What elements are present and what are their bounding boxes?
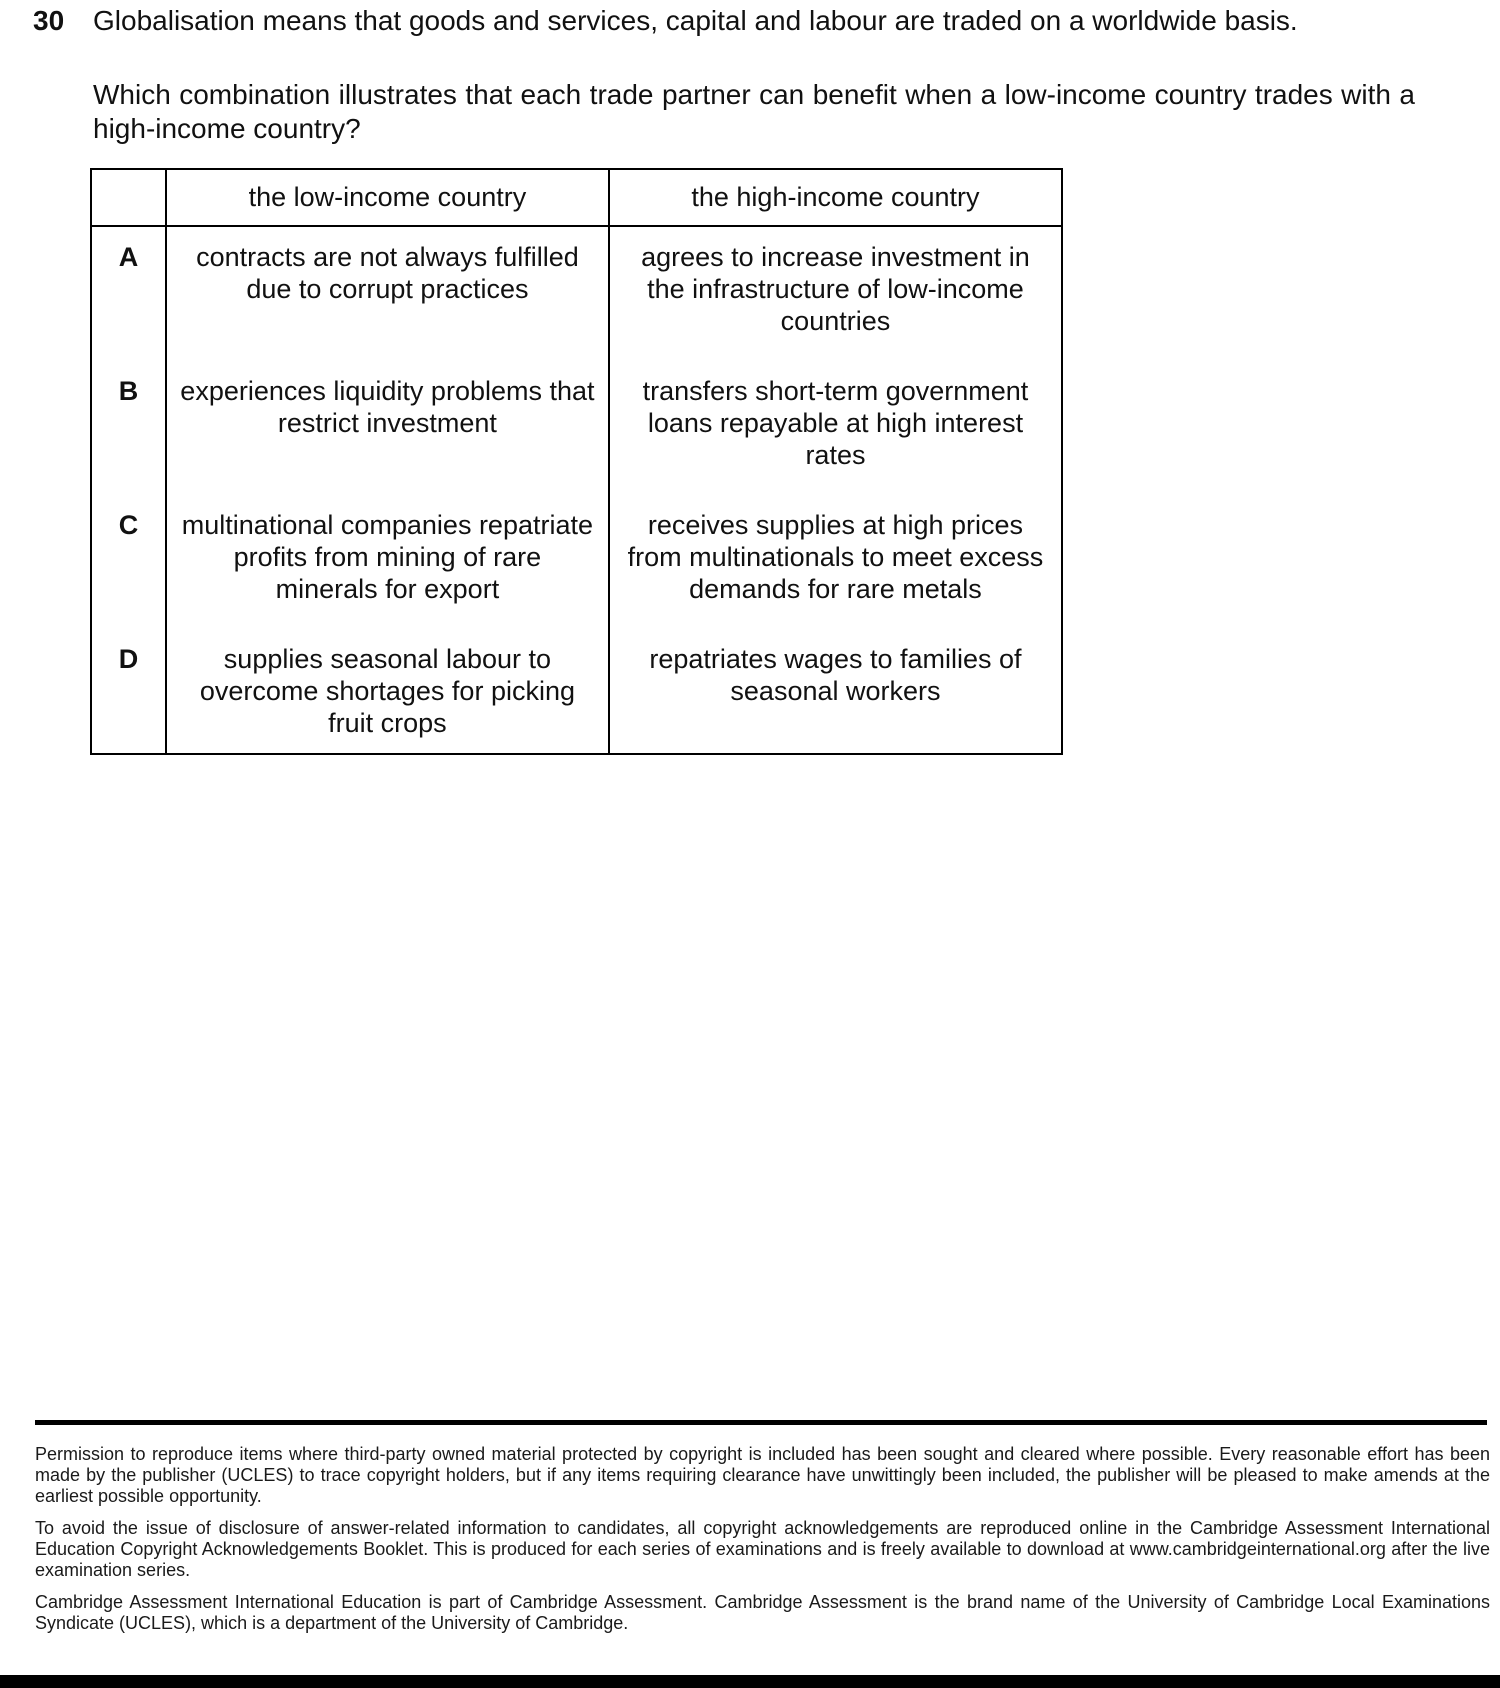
option-label-b: B [118,376,139,406]
option-c-low-income-cell: multinational companies repatriate profits from mining of rare minerals for export [166,495,609,629]
option-row-a [91,226,1062,361]
question-prompt: Which combination illustrates that each trade partner can benefit when a low-income country trades with a high-income country? [93,79,1415,144]
question-block [33,4,1423,146]
option-d-high-income-cell: repatriates wages to families of seasonal workers [609,629,1062,754]
table-header-row [91,169,1062,226]
cambridge-note: Cambridge Assessment International Education is part of Cambridge Assessment. Cambridge Assessment is the brand name of the University of Cambridge Local Examinations Syndicate (UCLES), which is a department of the University of Cambridge. [35,1592,1490,1633]
page-bottom-bar [0,1675,1500,1688]
copyright-footer [35,1444,1490,1634]
footer-divider [35,1420,1487,1425]
options-table [90,168,1063,755]
option-label-c: C [118,510,139,540]
option-row-d [91,629,1062,754]
option-a-low-income-cell: contracts are not always fulfilled due to corrupt practices [166,226,609,361]
acknowledgements-note: To avoid the issue of disclosure of answer-related information to candidates, all copyright acknowledgements are reproduced online in the Cambridge Assessment International Education Copyright Acknowledgements Booklet. This is produced for each series of examinations and is freely available to download at www.cambridgeinternational.org after the live examination series. [35,1518,1490,1580]
option-row-c [91,495,1062,629]
option-d-low-income-cell: supplies seasonal labour to overcome shortages for picking fruit crops [166,629,609,754]
option-label-a: A [118,242,139,272]
option-row-b [91,361,1062,495]
option-b-low-income-cell: experiences liquidity problems that restrict investment [166,361,609,495]
permission-note: Permission to reproduce items where third-party owned material protected by copyright is included has been sought and cleared where possible. Every reasonable effort has been made by the publisher (UCLES) to trace copyright holders, but if any items requiring clearance have unwittingly been included, the publisher will be pleased to make amends at the earliest possible opportunity. [35,1444,1490,1506]
question-intro: Globalisation means that goods and services, capital and labour are traded on a worldwide basis. [93,5,1298,36]
table-header-high-income: the high-income country [609,169,1062,226]
option-b-high-income-cell: transfers short-term government loans repayable at high interest rates [609,361,1062,495]
option-label-d: D [118,644,139,674]
option-a-high-income-cell: agrees to increase investment in the infrastructure of low-income countries [609,226,1062,361]
question-number: 30 [33,5,65,36]
table-header-low-income: the low-income country [166,169,609,226]
option-c-high-income-cell: receives supplies at high prices from multinationals to meet excess demands for rare metals [609,495,1062,629]
table-header-empty [91,169,166,226]
